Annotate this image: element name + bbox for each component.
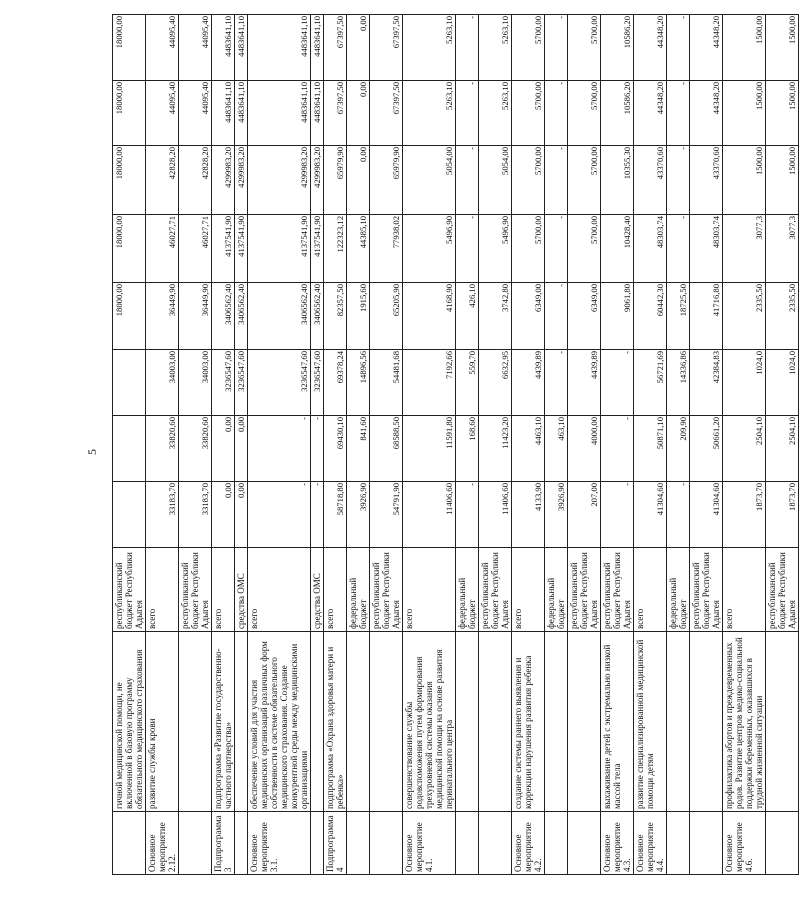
value-cell: 5054,00 [479, 146, 512, 215]
value-cell: 41304,60 [634, 482, 667, 548]
table-row [212, 15, 235, 875]
table-row [766, 15, 799, 875]
row-code-cell [766, 812, 799, 875]
table-row [512, 15, 545, 875]
value-cell: 0,00 [212, 482, 235, 548]
row-name-cell [667, 632, 690, 812]
value-cell: 3406562,40 [248, 283, 311, 350]
funding-source-cell: всего [723, 548, 766, 632]
value-cell: - [545, 146, 568, 215]
value-cell: 67397,50 [370, 15, 403, 81]
value-cell [113, 482, 146, 548]
value-cell: 41304,60 [690, 482, 723, 548]
funding-source-cell: средства ОМС [311, 548, 324, 632]
value-cell: 34003,00 [146, 350, 179, 416]
value-cell: 5700,00 [512, 81, 545, 146]
value-cell: 48303,74 [690, 215, 723, 283]
row-code-cell [179, 812, 212, 875]
funding-source-cell: федеральный бюджет [667, 548, 690, 632]
row-name-cell [479, 632, 512, 812]
value-cell: 65979,90 [324, 146, 347, 215]
row-code-cell: Основное мероприятие 4.4. [634, 812, 667, 875]
value-cell: 10586,20 [601, 81, 634, 146]
value-cell: 5700,00 [512, 15, 545, 81]
value-cell: 44385,10 [347, 215, 370, 283]
value-cell: 2504,10 [766, 416, 799, 482]
table-body [113, 15, 799, 875]
funding-source-cell: федеральный бюджет [545, 548, 568, 632]
value-cell: 4483641,10 [311, 81, 324, 146]
value-cell: - [545, 81, 568, 146]
funding-source-cell: республиканский бюджет Республики Адыгея [370, 548, 403, 632]
value-cell: 41716,80 [690, 283, 723, 350]
value-cell: 3406562,40 [311, 283, 324, 350]
funding-source-cell: республиканский бюджет Республики Адыгея [179, 548, 212, 632]
value-cell: 0,00 [235, 482, 248, 548]
value-cell: 559,70 [456, 350, 479, 416]
value-cell: 65979,90 [370, 146, 403, 215]
table-row [723, 15, 766, 875]
value-cell: 1500,00 [723, 146, 766, 215]
row-code-cell [456, 812, 479, 875]
value-cell: 3236547,60 [212, 350, 235, 416]
value-cell: 3742,80 [479, 283, 512, 350]
table-row [248, 15, 311, 875]
value-cell: 5700,00 [568, 146, 601, 215]
value-cell: 5263,10 [479, 81, 512, 146]
row-name-cell: подпрограмма «Развитие государственно-частного партнерства» [212, 632, 235, 812]
table-row [690, 15, 723, 875]
table-row [479, 15, 512, 875]
funding-source-cell: республиканский бюджет Республики Адыгея [479, 548, 512, 632]
value-cell: 58718,80 [324, 482, 347, 548]
value-cell: - [456, 146, 479, 215]
table-row [568, 15, 601, 875]
value-cell: 4299983,20 [212, 146, 235, 215]
table-row [179, 15, 212, 875]
value-cell: 6632,95 [479, 350, 512, 416]
value-cell: 44348,20 [634, 15, 667, 81]
value-cell: 0,00 [347, 146, 370, 215]
value-cell: 463,10 [545, 416, 568, 482]
table-row [324, 15, 347, 875]
value-cell: 207,00 [568, 482, 601, 548]
value-cell: 5263,10 [479, 15, 512, 81]
row-name-cell [766, 632, 799, 812]
funding-source-cell: всего [146, 548, 179, 632]
row-code-cell [311, 812, 324, 875]
value-cell: 1873,70 [723, 482, 766, 548]
value-cell: 44095,40 [146, 81, 179, 146]
value-cell: 34003,00 [179, 350, 212, 416]
funding-source-cell: всего [403, 548, 456, 632]
value-cell: 4483641,10 [248, 15, 311, 81]
table-row [634, 15, 667, 875]
row-code-cell: Подпрограмма 4 [324, 812, 347, 875]
value-cell: 44348,20 [690, 81, 723, 146]
value-cell: 4483641,10 [235, 81, 248, 146]
value-cell: 18000,00 [113, 146, 146, 215]
value-cell: 4483641,10 [212, 81, 235, 146]
value-cell: - [248, 482, 311, 548]
value-cell: - [667, 146, 690, 215]
table-row [235, 15, 248, 875]
value-cell: - [456, 482, 479, 548]
value-cell [113, 416, 146, 482]
value-cell: 11406,60 [479, 482, 512, 548]
page-number: 5 [85, 449, 99, 455]
value-cell: 54791,90 [370, 482, 403, 548]
row-name-cell [347, 632, 370, 812]
value-cell: 2335,50 [723, 283, 766, 350]
value-cell: - [545, 350, 568, 416]
value-cell: 67397,50 [324, 81, 347, 146]
value-cell: 0,00 [347, 15, 370, 81]
value-cell: 33820,60 [146, 416, 179, 482]
value-cell: - [545, 283, 568, 350]
value-cell: 1500,00 [766, 146, 799, 215]
value-cell: 5700,00 [568, 81, 601, 146]
funding-source-cell: всего [634, 548, 667, 632]
funding-source-cell: всего [248, 548, 311, 632]
budget-table-rotated [112, 15, 797, 875]
value-cell: 0,00 [347, 81, 370, 146]
value-cell: 3406562,40 [235, 283, 248, 350]
value-cell: 9061,80 [601, 283, 634, 350]
budget-table [112, 14, 799, 875]
row-name-cell: выхаживание детей с экстремально низкой массой тела [601, 632, 634, 812]
row-name-cell: создание системы раннего выявления и коррекции нарушения развития ребенка [512, 632, 545, 812]
value-cell: 77938,02 [370, 215, 403, 283]
value-cell: 6349,00 [568, 283, 601, 350]
value-cell: 67397,50 [370, 81, 403, 146]
row-description-cell: гичной медицинской помощи, не включенной в базовую программу обязательного медицинского страхования [113, 632, 146, 812]
value-cell: 43370,60 [634, 146, 667, 215]
row-name-cell [311, 632, 324, 812]
value-cell: 11591,80 [403, 416, 456, 482]
row-code-cell: Основное мероприятие 4.3. [601, 812, 634, 875]
value-cell: 4439,89 [512, 350, 545, 416]
value-cell: 56721,69 [634, 350, 667, 416]
value-cell: 18000,00 [113, 81, 146, 146]
row-code-cell: Основное мероприятие 4.6. [723, 812, 766, 875]
value-cell: 1500,00 [723, 15, 766, 81]
value-cell: 33183,70 [179, 482, 212, 548]
value-cell: 4133,90 [512, 482, 545, 548]
value-cell: 1500,00 [723, 81, 766, 146]
value-cell: 18000,00 [113, 15, 146, 81]
value-cell: - [601, 416, 634, 482]
row-code-cell: Основное мероприятие 4.1. [403, 812, 456, 875]
value-cell: 209,90 [667, 416, 690, 482]
row-name-cell [545, 632, 568, 812]
value-cell: 3236547,60 [311, 350, 324, 416]
value-cell: 44095,40 [179, 81, 212, 146]
value-cell: 60442,30 [634, 283, 667, 350]
value-cell: 68588,50 [370, 416, 403, 482]
value-cell: 3236547,60 [235, 350, 248, 416]
row-code-cell [347, 812, 370, 875]
value-cell: 42828,20 [146, 146, 179, 215]
value-cell: 4000,00 [568, 416, 601, 482]
value-cell: 4137541,90 [212, 215, 235, 283]
table-row [370, 15, 403, 875]
funding-source-cell: всего [212, 548, 235, 632]
row-code-cell [667, 812, 690, 875]
value-cell: 122323,12 [324, 215, 347, 283]
value-cell: 0,00 [212, 416, 235, 482]
row-name-cell: развитие специализированной медицинской помощи детям [634, 632, 667, 812]
value-cell: 5263,10 [403, 15, 456, 81]
value-cell: - [667, 81, 690, 146]
value-cell: 5054,00 [403, 146, 456, 215]
row-name-cell: обеспечение условий для участия медицинских организаций различных форм собственности в системе обязательного медицинского страхования. Создание конкурентной среды между медицинскими организациями [248, 632, 311, 812]
table-row [311, 15, 324, 875]
value-cell: 4483641,10 [235, 15, 248, 81]
value-cell: 5263,10 [403, 81, 456, 146]
value-cell: 1873,70 [766, 482, 799, 548]
value-cell: 4439,89 [568, 350, 601, 416]
value-cell: 5700,00 [568, 215, 601, 283]
value-cell: 0,00 [235, 416, 248, 482]
value-cell: 44095,40 [146, 15, 179, 81]
value-cell: - [667, 215, 690, 283]
value-cell: - [311, 416, 324, 482]
value-cell: 4299983,20 [311, 146, 324, 215]
funding-source-cell: всего [324, 548, 347, 632]
value-cell: - [601, 482, 634, 548]
value-cell: 4299983,20 [235, 146, 248, 215]
row-name-cell [456, 632, 479, 812]
value-cell: - [456, 15, 479, 81]
value-cell: 42828,20 [179, 146, 212, 215]
value-cell: 18000,00 [113, 283, 146, 350]
row-name-cell [179, 632, 212, 812]
value-cell: 44348,20 [634, 81, 667, 146]
value-cell: 168,60 [456, 416, 479, 482]
value-cell: 10586,20 [601, 15, 634, 81]
table-row [667, 15, 690, 875]
value-cell: 4483641,10 [311, 15, 324, 81]
row-name-cell [568, 632, 601, 812]
value-cell: 44348,20 [690, 15, 723, 81]
value-cell: 11406,60 [403, 482, 456, 548]
funding-source-cell: всего [512, 548, 545, 632]
value-cell: 10355,30 [601, 146, 634, 215]
funding-source-cell: федеральный бюджет [347, 548, 370, 632]
value-cell: 69430,10 [324, 416, 347, 482]
table-row [403, 15, 456, 875]
row-code-cell [545, 812, 568, 875]
value-cell: 2504,10 [723, 416, 766, 482]
value-cell: 4483641,10 [212, 15, 235, 81]
value-cell: 5496,90 [403, 215, 456, 283]
value-cell: 4137541,90 [248, 215, 311, 283]
funding-source-cell: республиканский бюджет Республики Адыгея [601, 548, 634, 632]
value-cell: 69378,24 [324, 350, 347, 416]
value-cell: 5700,00 [568, 15, 601, 81]
value-cell: - [456, 215, 479, 283]
row-code-cell: Основное мероприятие 3.1. [248, 812, 311, 875]
value-cell: 36449,90 [146, 283, 179, 350]
value-cell: 43370,60 [690, 146, 723, 215]
value-cell: 33183,70 [146, 482, 179, 548]
value-cell: 36449,90 [179, 283, 212, 350]
row-code-cell [690, 812, 723, 875]
value-cell: 3077,3 [723, 215, 766, 283]
table-row [601, 15, 634, 875]
value-cell: 1024,0 [723, 350, 766, 416]
value-cell: 4137541,90 [235, 215, 248, 283]
value-cell: 4168,90 [403, 283, 456, 350]
value-cell: 3406562,40 [212, 283, 235, 350]
row-code-cell [479, 812, 512, 875]
value-cell: 11423,20 [479, 416, 512, 482]
row-code-cell [113, 812, 146, 875]
funding-source-cell: республиканский бюджет Республики Адыгея [113, 548, 146, 632]
table-row [347, 15, 370, 875]
row-code-cell [235, 812, 248, 875]
value-cell: 67397,50 [324, 15, 347, 81]
value-cell: 4463,10 [512, 416, 545, 482]
value-cell: 48303,74 [634, 215, 667, 283]
value-cell: 46027,71 [179, 215, 212, 283]
row-name-cell: совершенствование службы родовспоможения путем формирования трехуровневой системы оказания медицинской помощи на основе развития перинатального центра [403, 632, 456, 812]
value-cell: 4483641,10 [248, 81, 311, 146]
value-cell: 14336,86 [667, 350, 690, 416]
value-cell: 1500,00 [766, 15, 799, 81]
value-cell: - [248, 416, 311, 482]
value-cell: 3236547,60 [248, 350, 311, 416]
row-name-cell [370, 632, 403, 812]
value-cell: 33820,60 [179, 416, 212, 482]
value-cell [113, 350, 146, 416]
value-cell: 14896,56 [347, 350, 370, 416]
table-row [545, 15, 568, 875]
value-cell: - [311, 482, 324, 548]
value-cell: 65205,90 [370, 283, 403, 350]
funding-source-cell: республиканский бюджет Республики Адыгея [568, 548, 601, 632]
value-cell: - [545, 215, 568, 283]
value-cell: 10428,40 [601, 215, 634, 283]
value-cell: 50661,20 [690, 416, 723, 482]
funding-source-cell: федеральный бюджет [456, 548, 479, 632]
value-cell: 4299983,20 [248, 146, 311, 215]
value-cell: 5496,90 [479, 215, 512, 283]
value-cell: 18725,50 [667, 283, 690, 350]
value-cell: 5700,00 [512, 215, 545, 283]
funding-source-cell: средства ОМС [235, 548, 248, 632]
value-cell: 6349,00 [512, 283, 545, 350]
value-cell: 82357,50 [324, 283, 347, 350]
value-cell: 5700,00 [512, 146, 545, 215]
row-name-cell [690, 632, 723, 812]
value-cell: 2335,50 [766, 283, 799, 350]
value-cell: - [667, 15, 690, 81]
value-cell: 44095,40 [179, 15, 212, 81]
row-name-cell: подпрограмма «Охрана здоровья матери и ребенка» [324, 632, 347, 812]
value-cell: - [601, 350, 634, 416]
value-cell: 3926,90 [545, 482, 568, 548]
row-name-cell: развитие службы крови [146, 632, 179, 812]
value-cell: - [667, 482, 690, 548]
funding-source-cell: республиканский бюджет Республики Адыгея [766, 548, 799, 632]
table-row [113, 15, 146, 875]
value-cell: 4137541,90 [311, 215, 324, 283]
value-cell: 18000,00 [113, 215, 146, 283]
value-cell: - [456, 81, 479, 146]
value-cell: 1024,0 [766, 350, 799, 416]
table-row [146, 15, 179, 875]
value-cell: 54481,68 [370, 350, 403, 416]
value-cell: 3926,90 [347, 482, 370, 548]
row-code-cell [370, 812, 403, 875]
value-cell: - [545, 15, 568, 81]
row-code-cell [568, 812, 601, 875]
value-cell: 1500,00 [766, 81, 799, 146]
value-cell: 3077,3 [766, 215, 799, 283]
value-cell: 7192,66 [403, 350, 456, 416]
value-cell: 841,60 [347, 416, 370, 482]
value-cell: 1915,60 [347, 283, 370, 350]
row-code-cell: Основное мероприятие 2.12. [146, 812, 179, 875]
row-code-cell: Основное мероприятие 4.2. [512, 812, 545, 875]
table-row [456, 15, 479, 875]
row-code-cell: Подпрограмма 3 [212, 812, 235, 875]
value-cell: 42384,83 [690, 350, 723, 416]
row-name-cell [235, 632, 248, 812]
value-cell: 46027,71 [146, 215, 179, 283]
funding-source-cell: республиканский бюджет Республики Адыгея [690, 548, 723, 632]
row-name-cell: профилактика абортов и преждевременных родов. Развитие центров медико-социальной поддержки беременных, оказавшихся в трудной жизненной ситуации [723, 632, 766, 812]
value-cell: 426,10 [456, 283, 479, 350]
value-cell: 50871,10 [634, 416, 667, 482]
